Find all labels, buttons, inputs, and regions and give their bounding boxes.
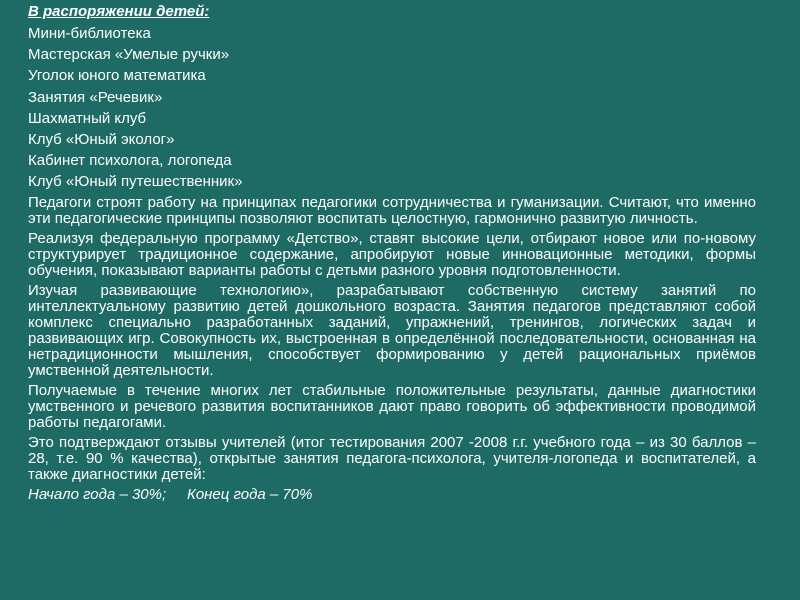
- list-item: Кабинет психолога, логопеда: [28, 152, 232, 170]
- list-item: Клуб «Юный эколог»: [28, 131, 175, 149]
- result-end: Конец года – 70%: [187, 485, 313, 503]
- slide-heading: В распоряжении детей:: [28, 3, 210, 20]
- result-start: Начало года – 30%;: [28, 485, 167, 503]
- list-item: Мастерская «Умелые ручки»: [28, 46, 230, 64]
- year-results: [28, 485, 756, 504]
- paragraph-technologies: Изучая развивающие технологию», разрабатывают собственную систему занятий по интеллектуальному развитию детей дошкольного возраста. Занятия педагогов представляют собой комплекс специально разработанных заданий, упражнений, тренингов, логических задач и развивающих игр. Совокупность их, выстроенная в определённой последовательности, основанная на нетрадиционности мышления, способствует формированию у детей рациональных приёмов умственной деятельности.: [28, 281, 756, 379]
- facilities-list: [28, 23, 756, 193]
- list-item: Уголок юного математика: [28, 67, 206, 85]
- list-item: Мини-библиотека: [28, 25, 151, 42]
- list-item: Шахматный клуб: [28, 109, 147, 127]
- paragraph-results: Получаемые в течение многих лет стабильные положительные результаты, данные диагностики умственного и речевого развития воспитанников дают право говорить об эффективности проводимой работы педагогами.: [28, 381, 756, 431]
- list-item: Занятия «Речевик»: [28, 88, 163, 106]
- paragraph-confirmation: Это подтверждают отзывы учителей (итог тестирования 2007 -2008 г.г. учебного года – из 30 баллов – 28, т.е. 90 % качества), открытые занятия педагога-психолога, учителя-логопеда и воспитателей, а также диагностики детей:: [28, 433, 756, 483]
- list-item: Клуб «Юный путешественник»: [28, 173, 243, 191]
- paragraph-principles: Педагоги строят работу на принципах педагогики сотрудничества и гуманизации. Считают, что именно эти педагогические принципы позволяют воспитать целостную, гармонично развитую личность.: [28, 193, 756, 227]
- paragraph-program: Реализуя федеральную программу «Детство», ставят высокие цели, отбирают новое или по-новому структурирует традиционное содержание, апробируют новые инновационные методики, формы обучения, показывают варианты работы с детьми разного уровня подготовленности.: [28, 229, 756, 279]
